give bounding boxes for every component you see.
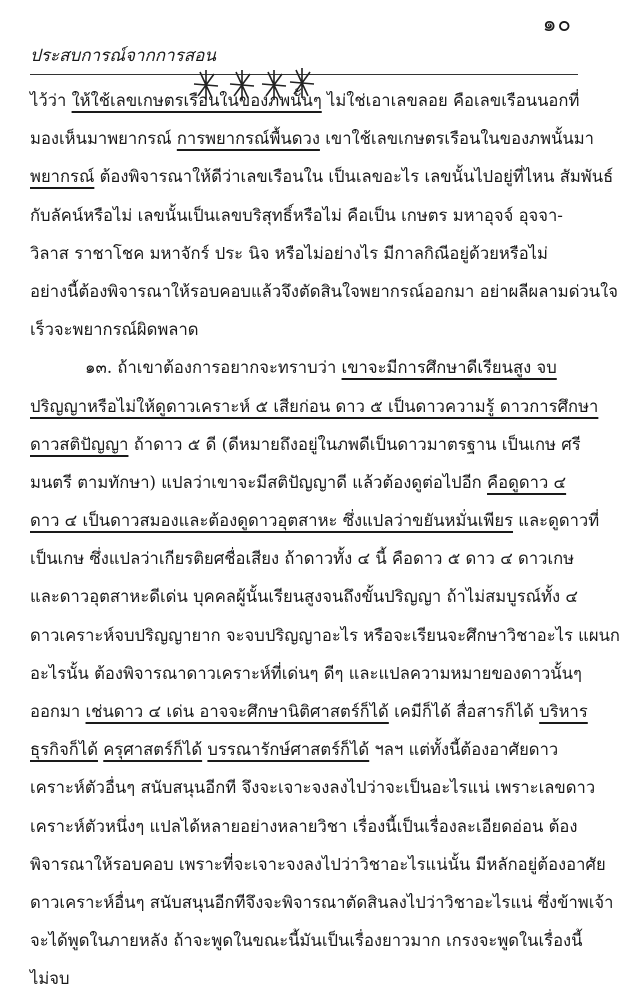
text-line xyxy=(30,120,594,158)
text-line xyxy=(30,617,620,655)
text-line xyxy=(30,655,580,693)
text-run: ฯลฯ แต่ทั้งนี้ต้องอาศัยดาว xyxy=(369,740,559,760)
text-line xyxy=(30,349,580,387)
text-run: เคมีก็ได้ สื่อสารก็ได้ xyxy=(388,702,540,721)
text-line xyxy=(30,82,580,120)
underlined-phrase: การพยากรณ์พื้นดวง xyxy=(176,129,320,149)
text-line xyxy=(30,311,580,349)
text-run: อะไรนั้น ต้องพิจารณาดาวเคราะห์ที่เด่นๆ ดีๆ และแปลความหมายของดาวนั้นๆ xyxy=(30,663,582,683)
underlined-phrase: พยากรณ์ xyxy=(30,167,95,187)
text-run: เร็วจะพยากรณ์ผิดพลาด xyxy=(30,320,199,340)
text-line xyxy=(30,540,580,578)
text-run: ดาวเคราะห์จบปริญญายาก จะจบปริญญาอะไร หรือจะเรียนจะศึกษาวิชาอะไร แผนก xyxy=(30,625,620,645)
underlined-phrase: ให้ใช้เลขเกษตรเรือนในของภพนั้นๆ xyxy=(71,91,322,110)
text-run: และดาวอุตสาหะดีเด่น บุคคลผู้นั้นเรียนสูงจนถึงขั้นปริญญา ถ้าไม่สมบูรณ์ทั้ง ๔ xyxy=(30,587,578,607)
text-run: มนตรี ตามทักษา) แปลว่าเขาจะมีสติปัญญาดี แล้วต้องดูต่อไปอีก xyxy=(30,472,488,492)
running-header: ประสบการณ์จากการสอน xyxy=(30,46,216,66)
underlined-phrase: ธุรกิจก็ได้ xyxy=(30,740,98,760)
text-line xyxy=(30,731,580,769)
underlined-phrase: เช่นดาว ๔ เด่น อาจจะศึกษานิติศาสตร์ก็ได้ xyxy=(85,702,389,721)
text-line xyxy=(30,388,599,426)
text-line xyxy=(30,158,614,196)
text-line xyxy=(30,960,580,998)
text-run: ไว้ว่า xyxy=(30,91,72,110)
text-run: เขาใช้เลขเกษตรเรือนในของภพนั้นมา xyxy=(319,129,594,149)
text-run: มองเห็นมาพยากรณ์ xyxy=(30,129,177,149)
body-text xyxy=(30,82,620,999)
text-run: ๑๓. ถ้าเขาต้องการอยากจะทราบว่า xyxy=(85,358,342,378)
text-run: และดูดาวที่ xyxy=(513,511,600,531)
text-line xyxy=(30,769,596,807)
text-line xyxy=(30,693,588,731)
text-run: ไม่ใช่เอาเลขลอย คือเลขเรือนนอกที่ xyxy=(321,91,580,110)
text-run: วิลาส ราชาโชค มหาจักร์ ประ นิจ หรือไม่อย่างไร มีกาลกิณีอยู่ด้วยหรือไม่ xyxy=(30,243,548,263)
text-line xyxy=(30,884,614,922)
text-line xyxy=(30,808,580,846)
underlined-phrase: คือดูดาว ๔ xyxy=(487,472,567,492)
text-line xyxy=(30,502,600,540)
text-line xyxy=(30,426,580,464)
text-line xyxy=(30,578,580,616)
text-run: ออกมา xyxy=(30,702,86,721)
underlined-phrase: บรรณารักษ์ศาสตร์ก็ได้ xyxy=(207,740,370,760)
text-run: ดาวเคราะห์อื่นๆ สนับสนุนอีกทีจึงจะพิจารณาตัดสินลงไปว่าวิชาอะไรแน่ ซึ่งข้าพเจ้า xyxy=(30,892,614,912)
underlined-phrase: ครุศาสตร์ก็ได้ xyxy=(103,740,203,760)
underlined-phrase: บริหาร xyxy=(539,702,588,721)
text-run: เคราะห์ตัวอื่นๆ สนับสนุนอีกที จึงจะเจาะจงลงไปว่าจะเป็นอะไรแน่ เพราะเลขดาว xyxy=(30,778,596,798)
underlined-phrase: ปริญญาหรือไม่ให้ดูดาวเคราะห์ ๕ เสียก่อน ดาว ๕ เป็นดาวความรู้ ดาวการศึกษา xyxy=(30,396,599,416)
text-run: เคราะห์ตัวหนึ่งๆ แปลได้หลายอย่างหลายวิชา เรื่องนี้เป็นเรื่องละเอียดอ่อน ต้อง xyxy=(30,816,578,836)
page-number: ๑๐ xyxy=(542,12,572,37)
text-line xyxy=(30,235,580,273)
text-line xyxy=(30,464,580,502)
text-run: เป็นเกษ ซึ่งแปลว่าเกียรติยศชื่อเสียง ถ้าดาวทั้ง ๔ นี้ คือดาว ๕ ดาว ๔ ดาวเกษ xyxy=(30,549,575,569)
underlined-phrase: เขาจะมีการศึกษาดีเรียนสูง จบ xyxy=(341,358,557,378)
text-run: ไม่จบ xyxy=(30,969,70,989)
text-line xyxy=(30,273,618,311)
underlined-phrase: ดาว ๔ เป็นดาวสมองและต้องดูดาวอุตสาหะ ซึ่งแปลว่าขยันหมั่นเพียร xyxy=(30,511,514,531)
text-run: อย่างนี้ต้องพิจารณาให้รอบคอบแล้วจึงตัดสินใจพยากรณ์ออกมา อย่าผลีผลามด่วนใจ xyxy=(30,281,618,301)
text-run: ถ้าดาว ๕ ดี (ดีหมายถึงอยู่ในภพดีเป็นดาวมาตรฐาน เป็นเกษ ศรี xyxy=(128,434,581,454)
text-line xyxy=(30,922,583,960)
underlined-phrase: ดาวสติปัญญา xyxy=(30,434,129,454)
text-run: ต้องพิจารณาให้ดีว่าเลขเรือนใน เป็นเลขอะไร เลขนั้นไปอยู่ที่ไหน สัมพันธ์ xyxy=(94,167,614,187)
text-run: พิจารณาให้รอบคอบ เพราะที่จะเจาะจงลงไปว่าวิชาอะไรแน่นั้น มีหลักอยู่ต้องอาศัย xyxy=(30,854,606,874)
text-line xyxy=(30,197,580,235)
text-run: จะได้พูดในภายหลัง ถ้าจะพูดในขณะนี้มันเป็นเรื่องยาวมาก เกรงจะพูดในเรื่องนี้ xyxy=(30,931,583,951)
text-run: กับลัคน์หรือไม่ เลขนั้นเป็นเลขบริสุทธิ์หรือไม่ คือเป็น เกษตร มหาอุจจ์ อุจจา- xyxy=(30,205,563,225)
text-line xyxy=(30,846,606,884)
